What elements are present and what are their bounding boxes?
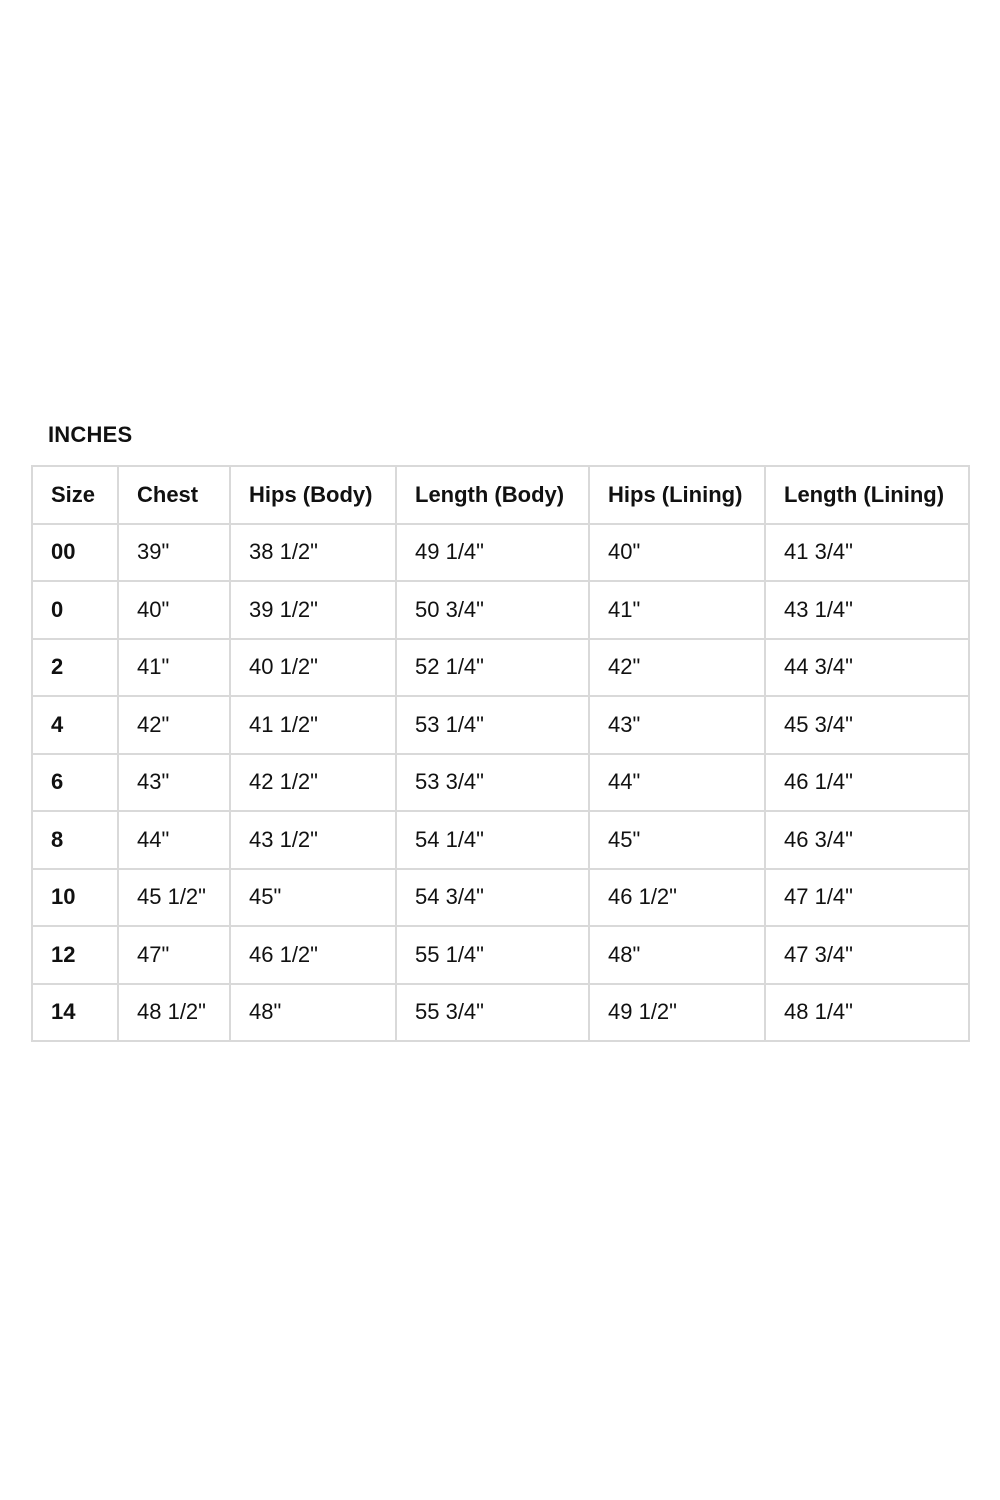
hips-body-cell: 46 1/2" <box>230 926 396 984</box>
size-cell: 2 <box>32 639 118 697</box>
size-cell: 14 <box>32 984 118 1042</box>
hips-body-cell: 48" <box>230 984 396 1042</box>
chest-cell: 41" <box>118 639 230 697</box>
hips-body-cell: 43 1/2" <box>230 811 396 869</box>
length-lining-cell: 44 3/4" <box>765 639 969 697</box>
length-lining-cell: 47 3/4" <box>765 926 969 984</box>
size-cell: 4 <box>32 696 118 754</box>
length-lining-cell: 46 1/4" <box>765 754 969 812</box>
table-row <box>32 926 969 984</box>
size-cell: 12 <box>32 926 118 984</box>
table-body <box>32 524 969 1042</box>
chest-cell: 39" <box>118 524 230 582</box>
hips-lining-cell: 43" <box>589 696 765 754</box>
hips-lining-cell: 40" <box>589 524 765 582</box>
hips-lining-cell: 41" <box>589 581 765 639</box>
hips-body-cell: 38 1/2" <box>230 524 396 582</box>
hips-lining-cell: 46 1/2" <box>589 869 765 927</box>
table-row <box>32 754 969 812</box>
table-row <box>32 696 969 754</box>
size-cell: 8 <box>32 811 118 869</box>
chest-cell: 44" <box>118 811 230 869</box>
hips-body-cell: 45" <box>230 869 396 927</box>
hips-body-cell: 41 1/2" <box>230 696 396 754</box>
hips-body-cell: 39 1/2" <box>230 581 396 639</box>
unit-title: INCHES <box>48 422 133 447</box>
chest-cell: 45 1/2" <box>118 869 230 927</box>
length-lining-cell: 46 3/4" <box>765 811 969 869</box>
size-cell: 0 <box>32 581 118 639</box>
size-chart-table <box>31 465 970 1042</box>
table-row <box>32 984 969 1042</box>
table-row <box>32 811 969 869</box>
hips-body-cell: 42 1/2" <box>230 754 396 812</box>
length-body-cell: 54 3/4" <box>396 869 589 927</box>
hips-lining-cell: 42" <box>589 639 765 697</box>
length-body-cell: 53 3/4" <box>396 754 589 812</box>
table-header-row <box>32 466 969 524</box>
length-lining-cell: 43 1/4" <box>765 581 969 639</box>
length-body-cell: 52 1/4" <box>396 639 589 697</box>
hips-lining-cell: 44" <box>589 754 765 812</box>
hips-lining-cell: 48" <box>589 926 765 984</box>
header-hips-lining: Hips (Lining) <box>589 466 765 524</box>
header-hips-body: Hips (Body) <box>230 466 396 524</box>
header-chest: Chest <box>118 466 230 524</box>
size-cell: 6 <box>32 754 118 812</box>
table-row <box>32 581 969 639</box>
table-row <box>32 524 969 582</box>
length-body-cell: 55 1/4" <box>396 926 589 984</box>
length-body-cell: 55 3/4" <box>396 984 589 1042</box>
length-body-cell: 53 1/4" <box>396 696 589 754</box>
table-row <box>32 869 969 927</box>
size-cell: 00 <box>32 524 118 582</box>
length-body-cell: 49 1/4" <box>396 524 589 582</box>
length-lining-cell: 48 1/4" <box>765 984 969 1042</box>
header-length-body: Length (Body) <box>396 466 589 524</box>
size-cell: 10 <box>32 869 118 927</box>
length-lining-cell: 47 1/4" <box>765 869 969 927</box>
chest-cell: 47" <box>118 926 230 984</box>
length-lining-cell: 45 3/4" <box>765 696 969 754</box>
chest-cell: 42" <box>118 696 230 754</box>
length-body-cell: 50 3/4" <box>396 581 589 639</box>
header-size: Size <box>32 466 118 524</box>
length-body-cell: 54 1/4" <box>396 811 589 869</box>
chest-cell: 40" <box>118 581 230 639</box>
hips-body-cell: 40 1/2" <box>230 639 396 697</box>
chest-cell: 43" <box>118 754 230 812</box>
hips-lining-cell: 49 1/2" <box>589 984 765 1042</box>
hips-lining-cell: 45" <box>589 811 765 869</box>
length-lining-cell: 41 3/4" <box>765 524 969 582</box>
table-row <box>32 639 969 697</box>
chest-cell: 48 1/2" <box>118 984 230 1042</box>
header-length-lining: Length (Lining) <box>765 466 969 524</box>
